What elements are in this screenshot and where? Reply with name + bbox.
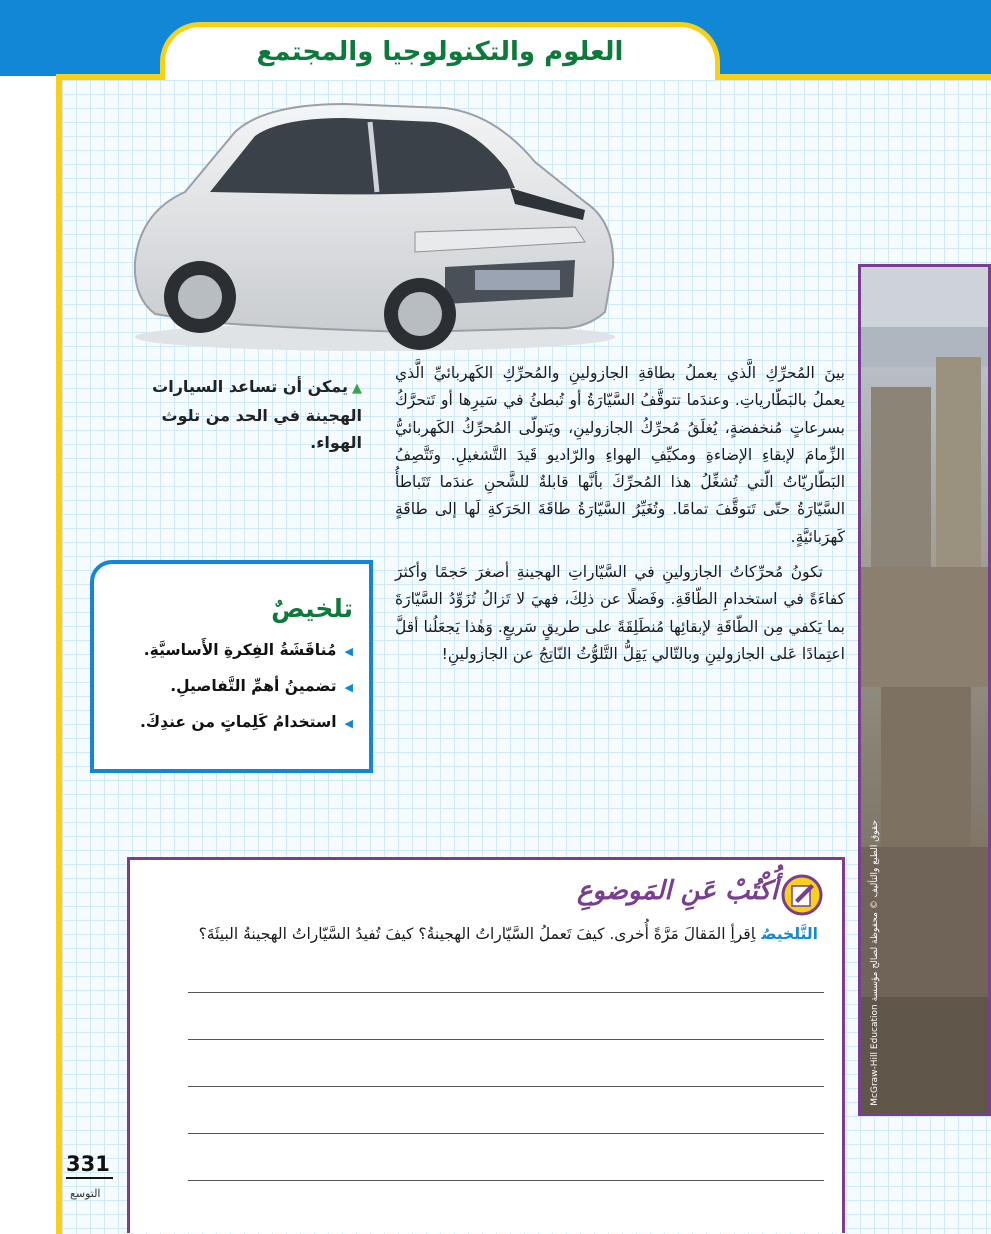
hybrid-car-image [115,92,620,354]
writing-prompt-label: التَّلخيصُ [761,925,818,943]
summary-item: ◀مُناقَشَةُ الفِكرةِ الأَساسيَّةِ. [143,641,353,659]
page-number: 331 [66,1152,113,1179]
writing-heading: أُكْتُبْ عَنِ المَوضوعِ [576,876,778,906]
arrow-bullet-icon: ◀ [344,681,353,694]
arrow-bullet-icon: ◀ [344,717,353,730]
pencil-icon [781,874,823,916]
city-skyline-image [861,267,991,1116]
summary-item: ◀استخدامُ كَلِماتٍ من عندِكَ. [140,713,353,731]
car-caption [150,373,362,456]
triangle-bullet-icon: ▲ [352,381,362,396]
writing-prompt [150,918,818,950]
arrow-bullet-icon: ◀ [344,645,353,658]
article-body [395,360,845,668]
car-caption-text: يمكن أن تساعد السيارات الهجينة في الحد من تلوث الهواء. [152,377,362,452]
article-paragraph: تكونُ مُحرِّكاتُ الجازولينِ في السَّيّاراتِ الهجينةِ أصغرَ حَجمًا وأكثرَ كفاءَةً في استخدامِ الطّاقَةِ. وفَضلًا عن ذلِكَ، فهيَ لا تَزالُ تُزَوِّدُ السَّيّارَةَ بما يَكفي مِن الطّاقَةِ لإبقائِها مُنطَلِقَةً على طريقٍ سَريعٍ. وَهٰذا يَجعَلُنا أقلَّ اعتِمادًا عَلى الجازولينِ وبالتّالي يَقِلُّ التَّلوُّثُ النّاتِجُ عن الجازولينِ! [395,563,845,663]
writing-prompt-text: اِقرأِ المَقالَ مَرَّةً أُخرى. كيفَ تَعملُ السَّيّاراتُ الهجينةُ؟ كيفَ تُفيدُ السَّيّاراتُ الهجينةُ البيئَةَ؟ [198,925,756,943]
writing-line[interactable] [188,1039,824,1040]
writing-line[interactable] [188,1133,824,1134]
page-section-label: التوسع [70,1187,101,1200]
writing-box [127,857,845,1233]
writing-line[interactable] [188,1180,824,1181]
writing-line[interactable] [188,992,824,993]
summary-box [90,560,373,773]
copyright-credit: حقوق الطبع والتأليف © محفوظة لصالح مؤسسة McGraw-Hill Education [870,820,880,1106]
summary-item: ◀تضمينُ أهمِّ التَّفاصيلِ. [170,677,353,695]
summary-title: تلخيصٌ [271,594,353,623]
section-title: العلوم والتكنولوجيا والمجتمع [256,37,624,67]
writing-line[interactable] [188,1086,824,1087]
section-title-tab [160,22,720,80]
article-paragraph: بينَ المُحرِّكِ الَّذي يعملُ بطاقةِ الجازولينِ والمُحرِّكِ الكَهربائيِّ الَّذي يعملُ بالبَطّارياتِ. وعندَما تتوقَّفُ السَّيّارَةُ أو تُبطئُ في سَيرِها أو تَتحرَّكُ بسرعاتٍ مُنخفضةٍ، يُغلَقُ مُحرِّكُ الجازولينِ، ويَتولّى المُحرِّكُ الكَهربائيُّ الزِّمامَ لإبقاءِ الإضاءةِ ومكيِّفِ الهواءِ والرّاديو قَيدَ التَّشغيلِ. وتَتَّصِفُ البَطّاريّاتُ الّتي تُشغِّلُ هذا المُحرِّكَ بأنَّها قابلةٌ للشَّحنِ عندَما تَتَباطأُ السَّيّارَةُ حتّى تَتوقَّفَ تمامًا. وتُغَيِّرُ السَّيّارَةُ طاقَةَ الحَرَكةِ لَها إلى طاقَةٍ كَهرَبائيَّةٍ. [395,364,845,546]
